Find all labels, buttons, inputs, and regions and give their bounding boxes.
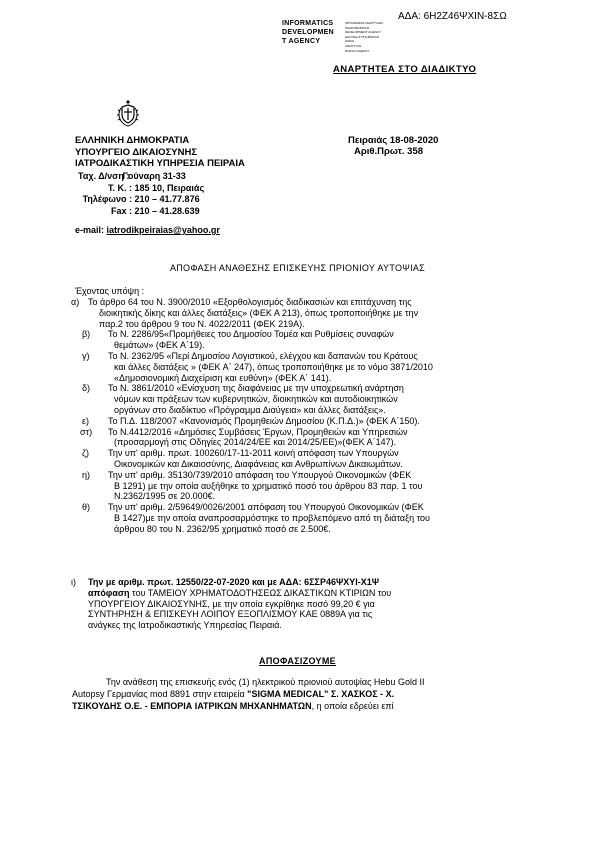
decision-text: , η οποία εδρεύει επί [311,701,394,711]
address-label: Ταχ. Δ/νση : [78,171,130,181]
decision-text: Autopsy Γερμανίας mod 8891 στην εταιρεία [72,689,248,699]
item-line: διοικητικής δίκης και άλλες διατάξεις» (ΦΕΚ Α 213), όπως τροποποιήθηκε με την [99,307,419,318]
item-line: Την με αριθμ. πρωτ. 12550/22-07-2020 και με ΑΔΑ: 6ΣΣΡ46ΨΧΥΙ-Χ1Ψ [88,577,380,587]
item-line: Την υπ' αριθμ. πρωτ. 100260/17-11-2011 κοινή απόφαση των Υπουργών [108,448,399,459]
given-heading: Έχοντας υπόψη : [75,286,145,296]
item-line: παρ.2 του άρθρου 9 του Ν. 4022/2011 (ΦΕΚ 219Α). [99,318,305,329]
item-line: «Δημοσιονομική Διαχείριση και ευθύνη» (ΦΕΚ Α΄ 141). [114,372,332,383]
item-marker: θ) [82,502,91,513]
logo-word: INFORMATICS [282,20,334,27]
considerations-list [72,297,512,535]
decision-company: ΤΣΙΚΟΥΔΗΣ Ο.Ε. - ΕΜΠΟΡΙΑ ΙΑΤΡΙΚΩΝ ΜΗΧΑΝΗΜΑΤΩΝ [72,701,312,711]
address-row [78,171,204,183]
item-line: και άλλες διατάξεις » (ΦΕΚ Α΄ 247), όπως τροποποιήθηκε με το νόμο 3871/2010 [114,361,433,372]
email-row [75,225,220,237]
header-protocol: Αριθ.Πρωτ. 358 [354,146,424,157]
item-line: Την υπ' αριθμ. 2/59649/0026/2001 απόφαση του Υπουργού Οικονομικών (ΦΕΚ [108,502,424,513]
address-value: Γούναρη 31-33 [122,171,186,181]
item-line: Το Ν. 3861/2010 «Ενίσχυση της διαφάνειας με την υποχρεωτική ανάρτηση [108,383,404,394]
address-value: 185 10, Πειραιάς [134,182,205,193]
header-country: ΕΛΛΗΝΙΚΗ ΔΗΜΟΚΡΑΤΙΑ [75,135,190,146]
posted-online-note: ΑΝΑΡΤΗΤΕΑ ΣΤΟ ΔΙΑΔΙΚΤΥΟ [333,64,477,75]
address-value: 210 – 41.77.876 [134,194,200,205]
item-line: Οικονομικών και Δικαιοσύνης, Διαφάνειας και Ανθρωπίνων Δικαιωμάτων. [114,458,404,469]
consideration-item [72,416,512,427]
item-line: Το Ν. 2286/95«Προμήθειες του Δημοσίου Τομέα και Ρυθμίσεις συναφών [108,329,394,340]
decision-line: Την ανάθεση της επισκευής ενός (1) ηλεκτρικού πριονιού αυτοψίας Hebu Gold II [106,677,425,687]
email-label: e-mail: [75,225,105,235]
logo-small-text: DIGITAL AGENCY [345,48,370,53]
item-marker: ζ) [82,448,89,459]
consideration-item [72,448,512,470]
address-row [78,194,204,206]
consideration-item [72,470,512,502]
logo-small-text: ΔΙΑΥΓΕΙΑ ΣΥΣΤΗΜΑΤΩΝ [345,34,379,39]
consideration-item [72,502,512,534]
item-marker: α) [71,297,80,307]
diavgeia-logo [282,19,386,53]
item-line: ΥΠΟΥΡΓΕΙΟΥ ΔΙΚΑΙΟΣΥΝΗΣ, με την οποία εγκρίθηκε ποσό 99,20 € για [88,598,375,609]
item-line: θεμάτων» (ΦΕΚ Α΄19). [114,340,205,351]
item-line: Το άρθρο 64 του Ν. 3900/2010 «Εξορθολογισμός διαδικασιών και επιτάχυνση της [88,297,412,307]
address-value: 210 – 41.28.639 [134,205,200,216]
item-line: Το Ν. 2362/95 «Περί Δημοσίου Λογιστικού, ελέγχου και δαπανών του Κράτους [108,350,418,361]
item-line-bold: απόφαση [88,587,130,598]
consideration-item [72,297,512,329]
decision-company: "SIGMA MEDICAL" Σ. ΧΑΣΚΟΣ - Χ. [247,689,395,699]
item-line: ΣΥΝΤΗΡΗΣΗ & ΕΠΙΣΚΕΥΗ ΛΟΙΠΟΥ ΕΞΟΠΛΙΣΜΟΥ ΚΑΕ 0889Α για τις [88,609,373,620]
logo-small-text: DEVELOPMENT AGENCY [345,30,381,35]
consideration-item [72,351,512,383]
decision-paragraph [72,676,424,712]
logo-small-text: ΑΝΑΠΤΥΞΗ [345,43,362,48]
item-line: ανάγκες της Ιατροδικαστικής Υπηρεσίας Πειραιά. [88,620,282,631]
item-marker: στ) [80,426,93,437]
consideration-item [72,383,512,415]
item-line: νόμων και πράξεων των κυβερνητικών, διοικητικών και αυτοδιοικητικών [114,394,398,405]
item-line: του ΤΑΜΕΙΟΥ ΧΡΗΜΑΤΟΔΟΤΗΣΕΩΣ ΔΙΚΑΣΤΙΚΩΝ ΚΤΙΡΙΩΝ του [129,587,392,598]
logo-word: DEVELOPMEN [282,29,335,36]
header-ministry: ΥΠΟΥΡΓΕΙΟ ΔΙΚΑΙΟΣΥΝΗΣ [75,146,198,158]
email-link[interactable]: iatrodikpeiraias@yahoo.gr [106,225,220,235]
greek-emblem-icon [116,99,140,127]
item-line: Β 1427)με την οποία αναπροσαρμόστηκε το προβλεπόμενο από τη διάταξη του [114,512,430,523]
address-label: Fax : [110,205,132,216]
item-marker: β) [82,329,91,340]
logo-word: T AGENCY [282,38,321,45]
item-line: Β 1291) με την οποία αυξήθηκε το χρηματικό ποσό του άρθρου 83 παρ. 1 του [114,480,423,491]
item-marker: ε) [82,415,90,426]
item-line: Ν.2362/1995 σε 20.000€. [114,491,216,502]
header-place-date: Πειραιάς 18-08-2020 [348,135,439,146]
logo-small-text: ΟΡΓΑΝΙΣΜΟΣ ΑΝΑΠΤΥΞΗΣ [345,21,384,25]
item-line: άρθρου 80 του Ν. 2362/95 χρηματικό ποσό σε 2.500€. [114,523,331,534]
consideration-item [72,427,512,449]
address-label: Τηλέφωνο : [82,194,132,205]
item-marker: δ) [82,383,91,394]
item-marker: η) [82,469,91,480]
item-line: Το Π.Δ. 118/2007 «Κανονισμός Προμηθειών Δημοσίου (Κ.Π.Δ.)» (ΦΕΚ Α΄150). [108,415,420,426]
consideration-item [72,329,512,351]
item-line: (προσαρμογή στις Οδηγίες 2014/24/ΕΕ και 2014/25/ΕΕ)»(ΦΕΚ Α΄147). [114,437,397,448]
decide-heading: ΑΠΟΦΑΣΙΖΟΥΜΕ [259,656,336,666]
ada-code: ΑΔΑ: 6Η2Ζ46ΨΧΙΝ-8ΣΩ [398,11,507,22]
logo-small-text: ΠΛΗΡΟΦΟΡΙΚΗΣ [345,25,370,30]
item-line: Το Ν.4412/2016 «Δημόσιες Συμβάσεις Έργων, Προμηθειών και Υπηρεσιών [108,426,408,437]
header-service: ΙΑΤΡΟΔΙΚΑΣΤΙΚΗ ΥΠΗΡΕΣΙΑ ΠΕΙΡΑΙΑ [75,158,245,169]
address-row [78,183,204,195]
decision-title: ΑΠΟΦΑΣΗ ΑΝΑΘΕΣΗΣ ΕΠΙΣΚΕΥΗΣ ΠΡΙΟΝΙΟΥ ΑΥΤΟΨΙΑΣ [169,263,426,273]
item-line: Την υπ' αριθμ. 35130/739/2010 απόφαση του Υπουργού Οικονομικών (ΦΕΚ [108,469,412,480]
logo-small-text: ΔΟΜΗ [345,39,354,44]
item-line: οργάνων στο διαδίκτυο «Πρόγραμμα Διαύγεια» και άλλες διατάξεις». [114,404,386,415]
address-label: Τ. Κ. : [107,182,132,193]
address-row [78,206,204,218]
consideration-item-i [72,577,512,631]
item-marker: γ) [82,350,90,361]
item-marker: ι) [71,577,76,587]
